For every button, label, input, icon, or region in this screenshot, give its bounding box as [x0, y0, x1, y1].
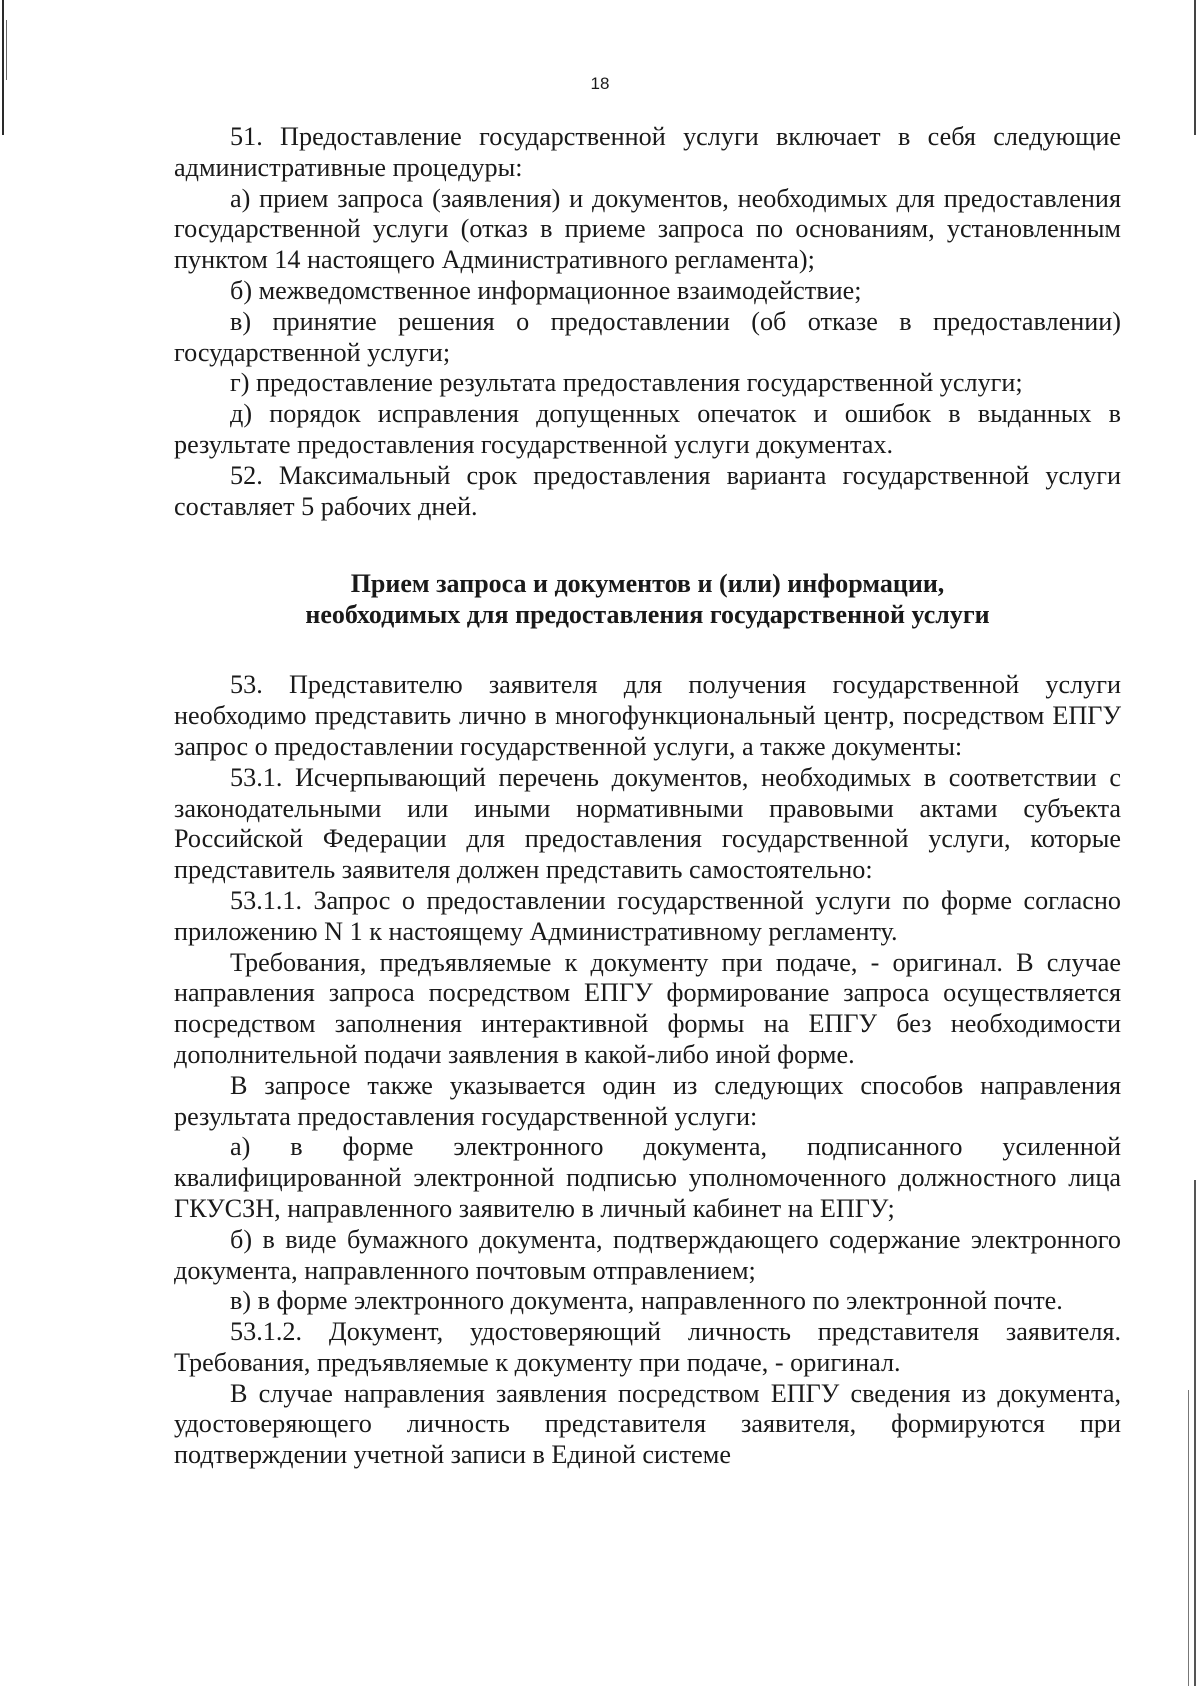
paragraph-53-1-1: 53.1.1. Запрос о предоставлении государственной услуги по форме согласно приложению N 1 к настоящему Административному регламенту.: [174, 885, 1121, 946]
paragraph-53-1: 53.1. Исчерпывающий перечень документов, необходимых в соответствии с законодательными или иными нормативными правовыми актами субъекта Российской Федерации для предоставления государственной услуги, которые представитель заявителя должен представить самостоятельно:: [174, 762, 1121, 885]
page-number: 18: [590, 74, 610, 93]
scan-edge-mark-left-inner: [6, 20, 7, 80]
section-heading-line-1: Прием запроса и документов и (или) информации,: [350, 569, 945, 599]
scan-edge-mark-left: [2, 0, 4, 135]
paragraph-51-b: б) межведомственное информационное взаимодействие;: [230, 275, 862, 305]
paragraph-51-d: д) порядок исправления допущенных опечаток и ошибок в выданных в результате предоставления государственной услуги документах.: [174, 399, 1121, 459]
section-heading-line-2: необходимых для предоставления государственной услуги: [305, 600, 990, 630]
paragraph-51-v: в) принятие решения о предоставлении (об отказе в предоставлении) государственной услуги;: [174, 306, 1121, 367]
paragraph-result-methods: В запросе также указывается один из следующих способов направления результата предоставления государственной услуги:: [174, 1070, 1121, 1131]
paragraph-method-v: в) в форме электронного документа, направленного по электронной почте.: [230, 1286, 1063, 1316]
paragraph-51: 51. Предоставление государственной услуги включает в себя следующие административные процедуры:: [174, 122, 1121, 182]
scan-edge-mark-right-inner: [1188, 1390, 1189, 1686]
section-heading: [174, 568, 1121, 630]
paragraph-51-a: а) прием запроса (заявления) и документов, необходимых для предоставления государственной услуги (отказ в приеме запроса по основаниям, установленным пунктом 14 настоящего Административного регламента);: [174, 183, 1121, 275]
paragraph-requirements: Требования, предъявляемые к документу при подаче, - оригинал. В случае направления запроса посредством ЕПГУ формирование запроса осуществляется посредством заполнения интерактивной формы на ЕПГУ без необходимости дополнительной подачи заявления в какой-либо иной форме.: [174, 947, 1121, 1069]
paragraph-method-a: а) в форме электронного документа, подписанного усиленной квалифицированной электронной подписью уполномоченного должностного лица ГКУСЗН, направленного заявителю в личный кабинет на ЕПГУ;: [174, 1132, 1121, 1223]
scan-edge-mark-right: [1194, 0, 1196, 1686]
paragraph-method-b: б) в виде бумажного документа, подтверждающего содержание электронного документа, направленного почтовым отправлением;: [174, 1224, 1121, 1285]
paragraph-53: 53. Представителю заявителя для получения государственной услуги необходимо представить лично в многофункциональный центр, посредством ЕПГУ запрос о предоставлении государственной услуги, а также документы:: [174, 670, 1121, 761]
paragraph-epgu-identity: В случае направления заявления посредством ЕПГУ сведения из документа, удостоверяющего личность представителя заявителя, формируются при подтверждении учетной записи в Единой системе: [174, 1378, 1121, 1470]
paragraph-51-g: г) предоставление результата предоставления государственной услуги;: [230, 368, 1023, 398]
paragraph-52: 52. Максимальный срок предоставления варианта государственной услуги составляет 5 рабочих дней.: [174, 460, 1121, 521]
document-body: [174, 122, 1121, 1471]
paragraph-53-1-2: 53.1.2. Документ, удостоверяющий личность представителя заявителя. Требования, предъявляемые к документу при подаче, - оригинал.: [174, 1317, 1121, 1377]
